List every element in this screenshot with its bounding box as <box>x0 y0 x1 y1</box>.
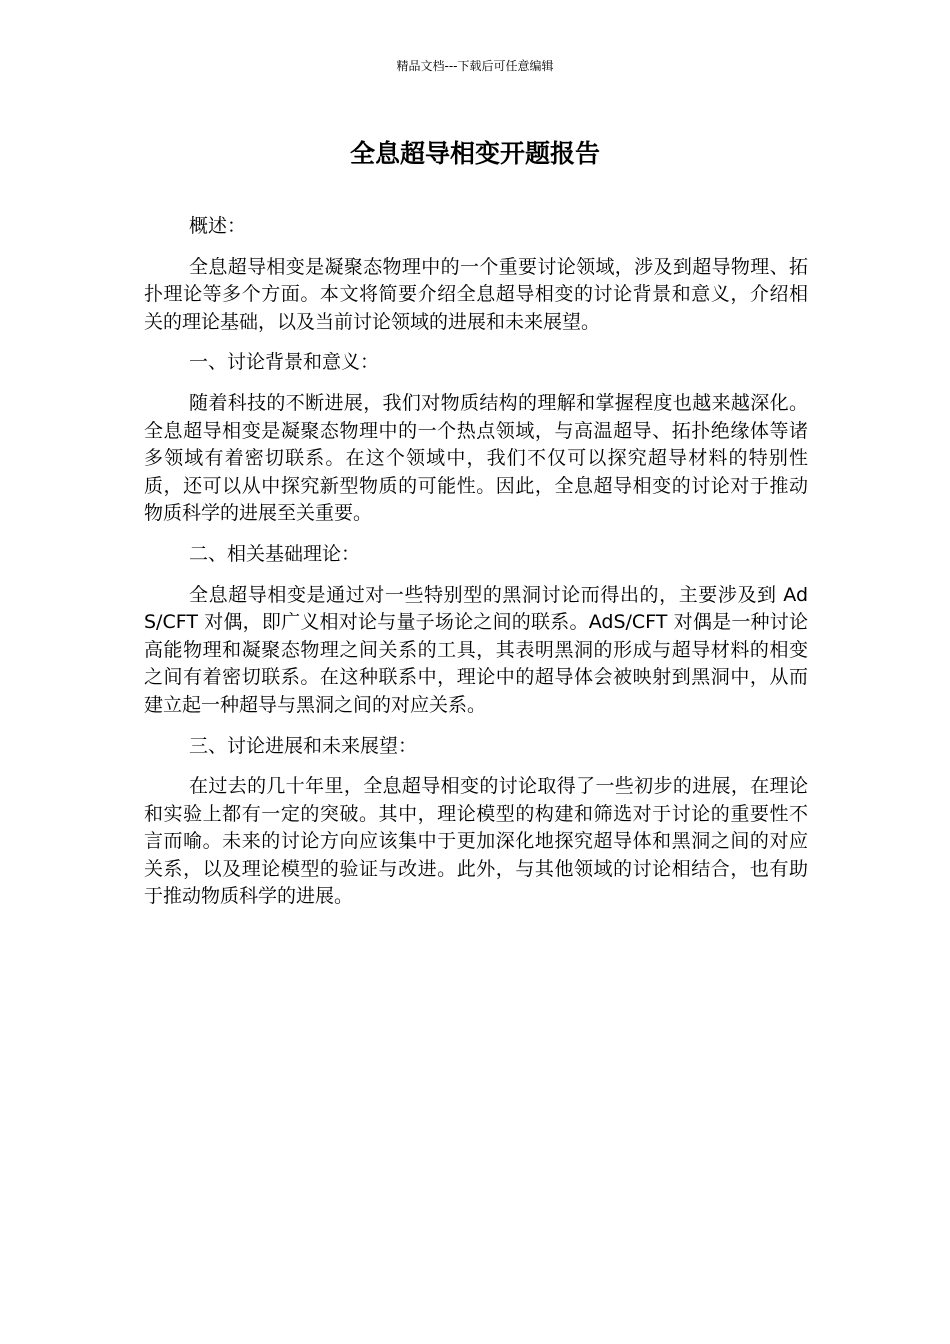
section-3-heading: 三、讨论进展和未来展望： <box>189 734 418 757</box>
page-header: 精品文档---下载后可任意编辑 <box>396 59 554 73</box>
document-title: 全息超导相变开题报告 <box>349 139 600 168</box>
section-2-paragraph: 全息超导相变是通过对一些特别型的黑洞讨论而得出的，主要涉及到 AdS/CFT 对偶，即广义相对论与量子场论之间的联系。AdS/CFT 对偶是一种讨论高能物理和凝聚态物理之间关系的工具，其表明黑洞的形成与超导材料的相变之间有着密切联系。在这种联系中，理论中的超导体会被映射到黑洞中，从而建立起一种超导与黑洞之间的对应关系。 <box>144 583 808 716</box>
overview-heading: 概述： <box>189 215 247 237</box>
section-2-heading: 二、相关基础理论： <box>189 542 361 565</box>
overview-paragraph: 全息超导相变是凝聚态物理中的一个重要讨论领域，涉及到超导物理、拓扑理论等多个方面。本文将简要介绍全息超导相变的讨论背景和意义，介绍相关的理论基础，以及当前讨论领域的进展和未来展望。 <box>144 255 808 333</box>
section-1-paragraph: 随着科技的不断进展，我们对物质结构的理解和掌握程度也越来越深化。全息超导相变是凝聚态物理中的一个热点领域，与高温超导、拓扑绝缘体等诸多领域有着密切联系。在这个领域中，我们不仅可以探究超导材料的特别性质，还可以从中探究新型物质的可能性。因此，全息超导相变的讨论对于推动物质科学的进展至关重要。 <box>144 391 808 525</box>
section-3-paragraph: 在过去的几十年里，全息超导相变的讨论取得了一些初步的进展，在理论和实验上都有一定的突破。其中，理论模型的构建和筛选对于讨论的重要性不言而喻。未来的讨论方向应该集中于更加深化地探究超导体和黑洞之间的对应关系，以及理论模型的验证与改进。此外，与其他领域的讨论相结合，也有助于推动物质科学的进展。 <box>144 775 808 908</box>
document-body <box>144 213 808 924</box>
section-1-heading: 一、讨论背景和意义： <box>189 351 380 374</box>
